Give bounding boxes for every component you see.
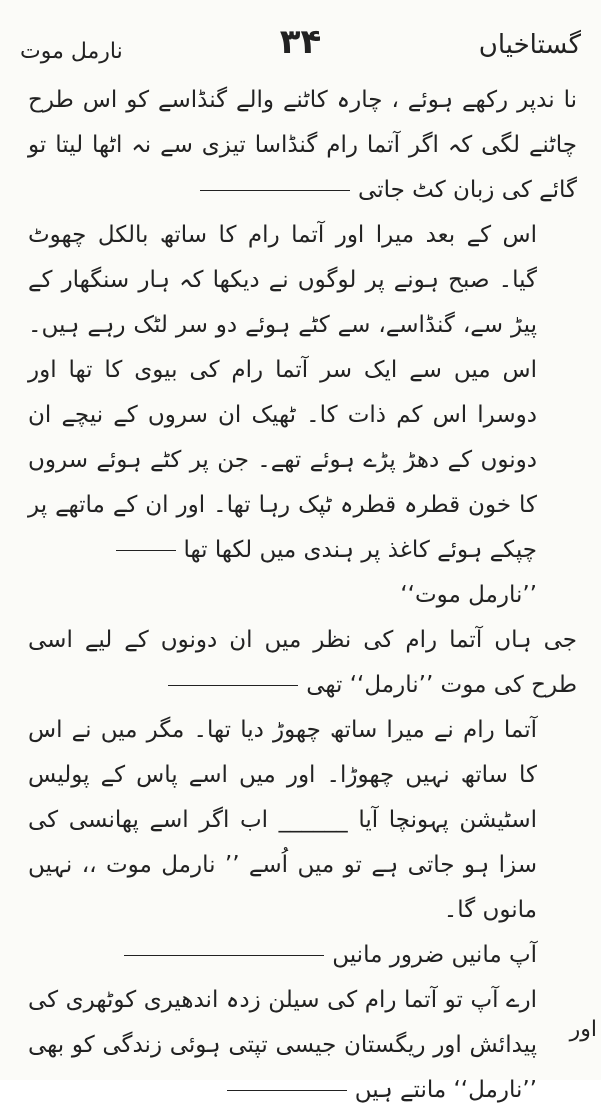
catchword: اور xyxy=(569,1017,597,1042)
dash-line xyxy=(227,1090,347,1091)
paragraph-2: اس کے بعد میرا اور آتما رام کا ساتھ بالکل چھوٹ گیا۔ صبح ہونے پر لوگوں نے دیکھا کہ ہار سنگھار کے پیڑ سے، گنڈاسے، سے کٹے ہوئے دو سر لٹک رہے ہیں۔ اس میں سے ایک سر آتما رام کی بیوی کا تھا اور دوسرا اس کم ذات کا۔ ٹھیک ان سروں کے نیچے ان دونوں کے دھڑ پڑے ہوئے تھے۔ جن پر کٹے ہوئے سروں کا خون قطرہ قطرہ ٹپک رہا تھا۔ اور ان کے ماتھے پر چپکے ہوئے کاغذ پر ہندی میں لکھا تھا xyxy=(28,222,537,563)
paragraph-5: آتما رام نے میرا ساتھ چھوڑ دیا تھا۔ مگر میں نے اس کا ساتھ نہیں چھوڑا۔ اور میں اسے پاس کے پولیس اسٹیشن پہونچا آیا ______ اب اگر اسے پھانسی کی سزا ہو جاتی ہے تو میں اُسے ’’ نارمل موت ،، نہیں مانوں گا۔ xyxy=(28,717,537,923)
paragraph-3: ’’نارمل موت‘‘ xyxy=(400,582,537,608)
book-title: گستاخیاں xyxy=(478,30,581,60)
dash-line xyxy=(200,190,350,191)
dash-line xyxy=(116,550,176,551)
page-header xyxy=(20,22,581,72)
paragraph-6: آپ مانیں ضرور مانیں xyxy=(28,933,577,978)
dash-line xyxy=(168,685,298,686)
page-number: ۳۴ xyxy=(279,22,322,62)
paragraph-1: نا ندپر رکھے ہوئے ، چارہ کاٹنے والے گنڈاسے کو اس طرح چاٹنے لگی کہ اگر آتما رام گنڈاسا تیزی سے نہ اٹھا لیتا تو گائے کی زبان کٹ جاتی xyxy=(28,87,577,203)
dash-line xyxy=(124,955,324,956)
chapter-title: نارمل موت xyxy=(20,39,123,64)
paragraph-4: جی ہاں آتما رام کی نظر میں ان دونوں کے لیے اسی طرح کی موت ’’نارمل‘‘ تھی xyxy=(28,627,577,698)
page-body xyxy=(28,78,577,1103)
paragraph-7: ارے آپ تو آتما رام کی سیلن زدہ اندھیری کوٹھری کی پیدائش اور ریگستان جیسی تپتی ہوئی زندگی کو بھی ’’نارمل‘‘ مانتے ہیں xyxy=(28,987,537,1103)
